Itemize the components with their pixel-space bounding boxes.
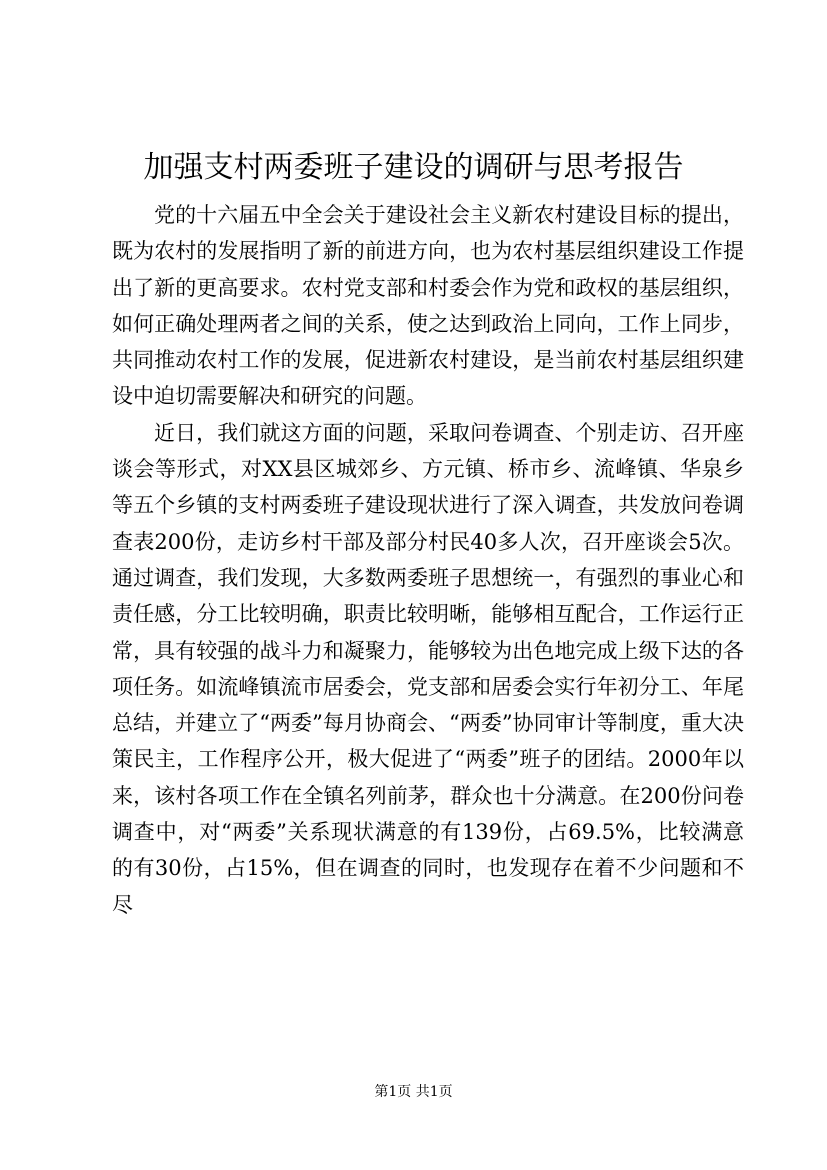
- paragraph-2: 近日，我们就这方面的问题，采取问卷调查、个别走访、召开座谈会等形式，对XX县区城郊乡、方元镇、桥市乡、流峰镇、华泉乡等五个乡镇的支村两委班子建设现状进行了深入调查，共发放问卷调查表200份，走访乡村干部及部分村民40多人次，召开座谈会5次。通过调查，我们发现，大多数两委班子思想统一，有强烈的事业心和责任感，分工比较明确，职责比较明晰，能够相互配合，工作运行正常，具有较强的战斗力和凝聚力，能够较为出色地完成上级下达的各项任务。如流峰镇流市居委会，党支部和居委会实行年初分工、年尾总结，并建立了“两委”每月协商会、“两委”协同审计等制度，重大决策民主，工作程序公开，极大促进了“两委”班子的团结。2000年以来，该村各项工作在全镇名列前茅，群众也十分满意。在200份问卷调查中，对“两委”关系现状满意的有139份，占69.5%，比较满意的有30份，占15%，但在调查的同时，也发现存在着不少问题和不尽: [112, 420, 744, 917]
- document-body: [112, 197, 744, 923]
- document-title: 加强支村两委班子建设的调研与思考报告: [143, 150, 684, 185]
- paragraph-1: 党的十六届五中全会关于建设社会主义新农村建设目标的提出，既为农村的发展指明了新的前进方向，也为农村基层组织建设工作提出了新的更高要求。农村党支部和村委会作为党和政权的基层组织，如何正确处理两者之间的关系，使之达到政治上同向，工作上同步，共同推动农村工作的发展，促进新农村建设，是当前农村基层组织建设中迫切需要解决和研究的问题。: [112, 203, 744, 409]
- page-footer: 第1页 共1页: [374, 1084, 453, 1100]
